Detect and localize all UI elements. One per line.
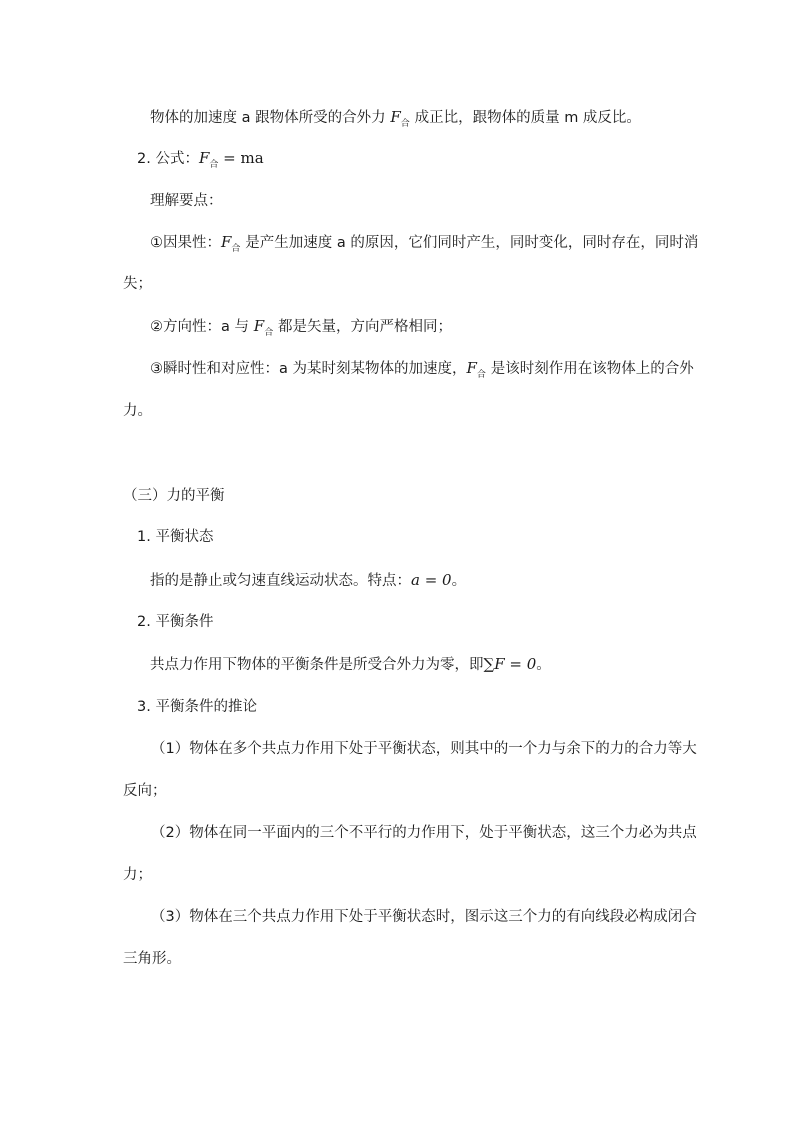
item-equilibrium-state: 1. 平衡状态 [137, 529, 214, 545]
item-corollaries: 3. 平衡条件的推论 [137, 699, 257, 715]
point-instantaneity: ③瞬时性和对应性：a 为某时刻某物体的加速度，$F_合$ 是该时刻作用在该物体上的合外 [150, 359, 694, 380]
section-heading: （三）力的平衡 [123, 488, 225, 504]
equilibrium-state-body: 指的是静止或匀速直线运动状态。特点：a = 0。 [150, 571, 467, 589]
point-direction: ②方向性：a 与 $F_合$ 都是矢量，方向严格相同； [150, 317, 452, 338]
item-equilibrium-condition: 2. 平衡条件 [137, 614, 214, 630]
corollary-3-cont: 三角形。 [123, 951, 181, 967]
equilibrium-condition-body: 共点力作用下物体的平衡条件是所受合外力为零，即∑F = 0。 [150, 655, 551, 673]
point-causality: ①因果性：$F_合$ 是产生加速度 a 的原因，它们同时产生，同时变化，同时存在，同时消 [150, 233, 699, 254]
law-statement: 物体的加速度 a 跟物体所受的合外力 $F_合$ 成正比，跟物体的质量 m 成反比。 [150, 108, 641, 129]
corollary-2-cont: 力； [123, 867, 152, 883]
formula-f-ma: $F_合$ = ma [198, 149, 264, 170]
formula-item: 2. 公式：$F_合$ = ma [137, 149, 264, 170]
corollary-1: （1）物体在多个共点力作用下处于平衡状态，则其中的一个力与余下的力的合力等大 [151, 741, 697, 757]
corollary-2: （2）物体在同一平面内的三个不平行的力作用下，处于平衡状态，这三个力必为共点 [151, 825, 697, 841]
formula-f-net: $F_合$ [385, 108, 410, 129]
point-instantaneity-cont: 力。 [123, 403, 152, 419]
point-causality-cont: 失； [123, 276, 152, 292]
understanding-title: 理解要点： [150, 193, 223, 209]
corollary-3: （3）物体在三个共点力作用下处于平衡状态时，图示这三个力的有向线段必构成闭合 [151, 909, 697, 925]
corollary-1-cont: 反向； [123, 783, 167, 799]
